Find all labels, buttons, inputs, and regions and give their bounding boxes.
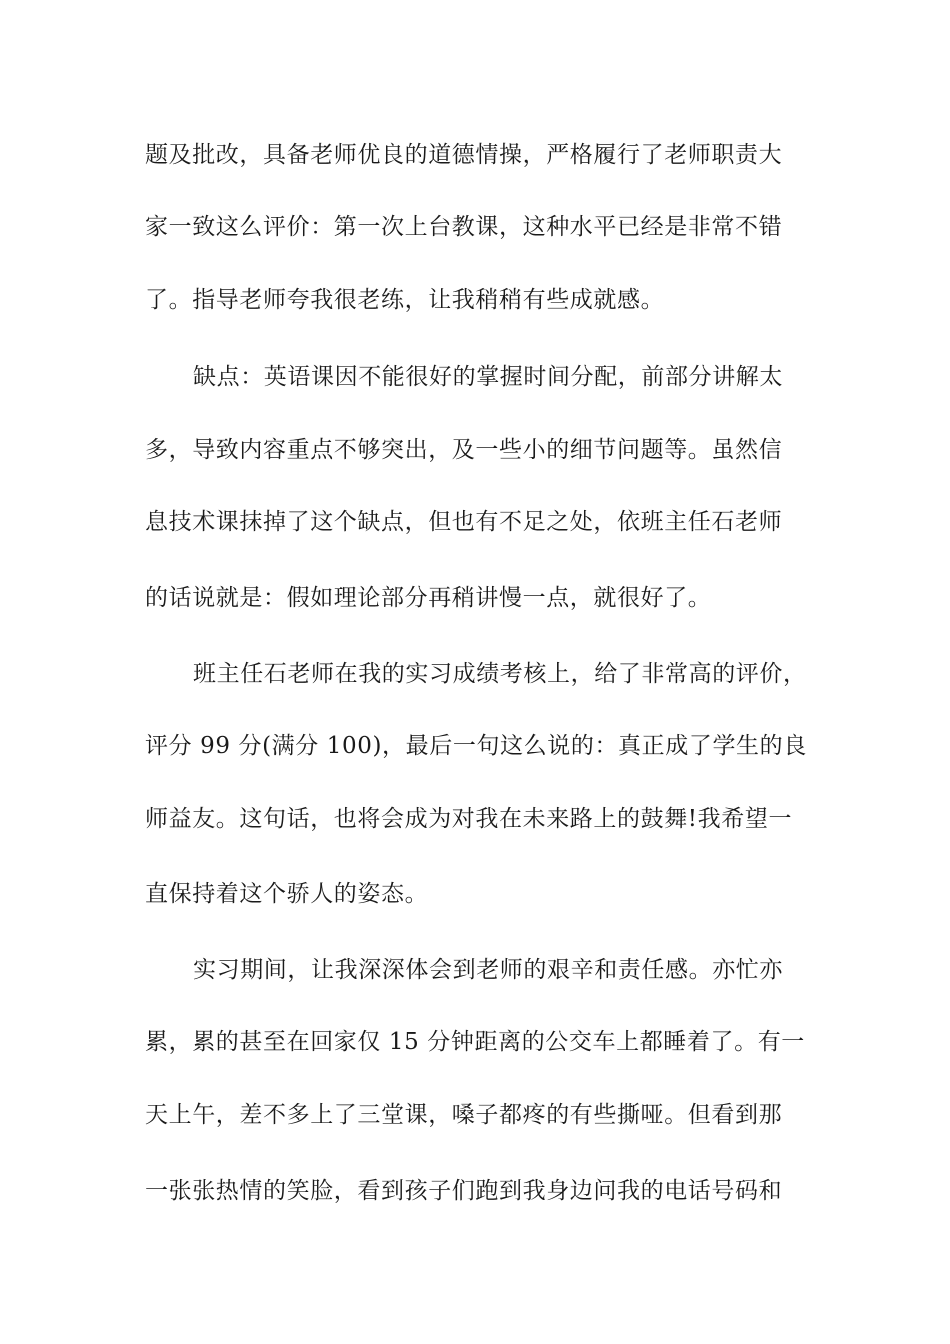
text-line: 题及批改，具备老师优良的道德情操，严格履行了老师职责大 [145, 142, 783, 168]
paragraph-first-line: 实习期间，让我深深体会到老师的艰辛和责任感。亦忙亦 [193, 957, 783, 983]
text-line: 多，导致内容重点不够突出，及一些小的细节问题等。虽然信 [145, 437, 783, 463]
text-line: 累，累的甚至在回家仅 15 分钟距离的公交车上都睡着了。有一 [145, 1029, 805, 1055]
text-line: 的话说就是：假如理论部分再稍讲慢一点，就很好了。 [145, 585, 712, 611]
text-line: 家一致这么评价：第一次上台教课，这种水平已经是非常不错 [145, 214, 783, 240]
text-line: 天上午，差不多上了三堂课，嗓子都疼的有些撕哑。但看到那 [145, 1102, 783, 1128]
text-line: 了。指导老师夸我很老练，让我稍稍有些成就感。 [145, 287, 665, 313]
text-line: 直保持着这个骄人的姿态。 [145, 881, 429, 907]
text-line: 师益友。这句话，也将会成为对我在未来路上的鼓舞!我希望一 [145, 806, 793, 832]
paragraph-first-line: 缺点：英语课因不能很好的掌握时间分配，前部分讲解太 [193, 364, 783, 390]
paragraph-first-line: 班主任石老师在我的实习成绩考核上，给了非常高的评价， [193, 661, 807, 687]
text-line: 一张张热情的笑脸，看到孩子们跑到我身边问我的电话号码和 [145, 1178, 783, 1204]
text-line: 评分 99 分(满分 100)，最后一句这么说的：真正成了学生的良 [145, 733, 807, 759]
text-line: 息技术课抹掉了这个缺点，但也有不足之处，依班主任石老师 [145, 509, 783, 535]
